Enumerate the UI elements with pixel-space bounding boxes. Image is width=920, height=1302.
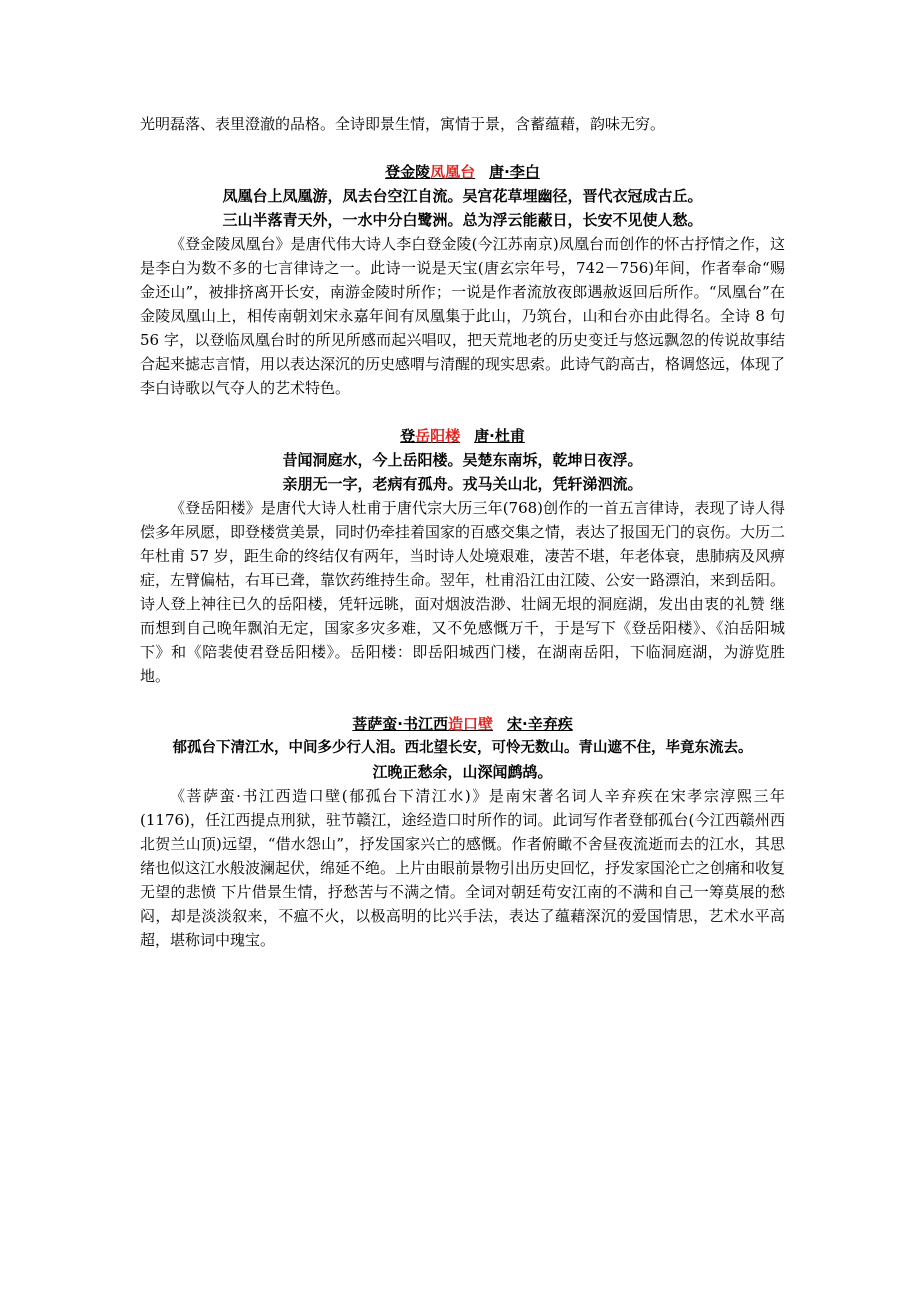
poem-title-highlight: 岳阳楼: [415, 427, 461, 445]
poem-line: 亲朋无一字，老病有孤舟。戎马关山北，凭轩涕泗流。: [282, 475, 643, 493]
poem-line: 郁孤台下清江水，中间多少行人泪。西北望长安，可怜无数山。青山遮不住，毕竟东流去。: [172, 740, 753, 756]
poem-commentary: 《登岳阳楼》是唐代大诗人杜甫于唐代宗大历三年(768)创作的一首五言律诗，表现了诗人得偿多年夙愿，即登楼赏美景，同时仍牵挂着国家的百感交集之情，表达了报国无门的哀伤。大历二年杜甫 57 岁，距生命的终结仅有两年，当时诗人处境艰难，凄苦不堪，年老体衰，患肺病及风痹症，左臂偏枯，右耳已聋，靠饮药维持生命。翌年，杜甫沿江由江陵、公安一路漂泊，来到岳阳。诗人登上神往已久的岳阳楼，凭轩远眺，面对烟波浩渺、壮阔无垠的洞庭湖，发出由衷的礼赞 继而想到自己晚年飘泊无定，国家多灾多难，又不免感慨万千，于是写下《登岳阳楼》、《泊岳阳城下》和《陪裴使君登岳阳楼》。岳阳楼：即岳阳城西门楼，在湖南岳阳，下临洞庭湖，为游览胜地。: [140, 499, 786, 685]
poem-title-prefix: 登金陵: [385, 163, 431, 181]
poem-title-highlight: 造口壁: [447, 715, 493, 733]
poem-title: [140, 424, 785, 448]
poem-title-prefix: 登: [400, 427, 416, 445]
poem-title: [140, 712, 785, 736]
poem-section-1: [140, 160, 785, 400]
intro-tail-paragraph: 光明磊落、表里澄澈的品格。全诗即景生情，寓情于景，含蓄蕴藉，韵味无穷。: [140, 115, 666, 133]
poem-title-main: [385, 163, 540, 181]
poem-author: 宋·辛弃疾: [507, 715, 573, 733]
poem-title: [140, 160, 785, 184]
poem-line: 江晚正愁余，山深闻鹧鸪。: [372, 763, 553, 781]
poem-commentary: 《登金陵凤凰台》是唐代伟大诗人李白登金陵(今江苏南京)凤凰台而创作的怀古抒情之作，这是李白为数不多的七言律诗之一。此诗一说是天宝(唐玄宗年号，742－756)年间，作者奉命“赐金还山”，被排挤离开长安，南游金陵时所作；一说是作者流放夜郎遇赦返回后所作。“凤凰台”在金陵凤凰山上，相传南朝刘宋永嘉年间有凤凰集于此山，乃筑台，山和台亦由此得名。全诗 8 句 56 字，以登临凤凰台时的所见所感而起兴唱叹，把天荒地老的历史变迁与悠远飘忽的传说故事结合起来摅志言情，用以表达深沉的历史感喟与清醒的现实思索。此诗气韵高古，格调悠远，体现了李白诗歌以气夺人的艺术特色。: [140, 235, 786, 397]
poem-title-prefix: 菩萨蛮·书江西: [352, 715, 448, 733]
poem-author: 唐·李白: [489, 163, 540, 181]
poem-line: 三山半落青天外，一水中分白鹭洲。总为浮云能蔽日，长安不见使人愁。: [222, 211, 703, 229]
poem-commentary: 《菩萨蛮·书江西造口壁(郁孤台下清江水)》是南宋著名词人辛弃疾在宋孝宗淳熙三年(1176)，任江西提点刑狱，驻节赣江，途经造口时所作的词。此词写作者登郁孤台(今江西赣州西北贺兰山顶)远望，“借水怨山”，抒发国家兴亡的感慨。作者俯瞰不舍昼夜流逝而去的江水，其思绪也似这江水般波澜起伏，绵延不绝。上片由眼前景物引出历史回忆，抒发家国沦亡之创痛和收复无望的悲愤 下片借景生情，抒愁苦与不满之情。全词对朝廷苟安江南的不满和自己一筹莫展的愁闷，却是淡淡叙来，不瘟不火，以极高明的比兴手法，表达了蕴藉深沉的爱国情思，艺术水平高超，堪称词中瑰宝。: [140, 787, 786, 949]
poem-title-main: [352, 715, 572, 733]
poem-title-highlight: 凤凰台: [430, 163, 476, 181]
document-body: [140, 112, 785, 952]
poem-line: 凤凰台上凤凰游，凤去台空江自流。吴宫花草埋幽径，晋代衣冠成古丘。: [222, 187, 703, 205]
poem-title-main: [400, 427, 525, 445]
poem-line: 昔闻洞庭水，今上岳阳楼。吴楚东南坼，乾坤日夜浮。: [282, 451, 643, 469]
poem-section-3: [140, 712, 785, 952]
poem-section-2: [140, 424, 785, 688]
poem-author: 唐·杜甫: [474, 427, 525, 445]
